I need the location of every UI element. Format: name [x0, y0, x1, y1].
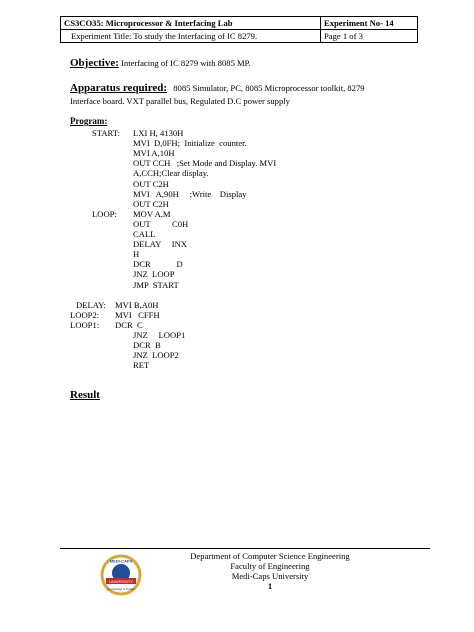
- program-instruction: DCR D: [133, 259, 183, 270]
- objective: [70, 58, 251, 68]
- course-title: CS3CO35: Microprocessor & Interfacing Lab: [61, 17, 321, 30]
- program-instruction: MVI B,A0H: [115, 299, 159, 310]
- program-heading: Program:: [70, 116, 108, 126]
- logo-top-text: MEDI-CAPS: [109, 558, 133, 564]
- program-instruction: H: [133, 249, 140, 260]
- university-logo: [100, 554, 142, 596]
- program-instruction: MVI A,10H: [133, 148, 175, 159]
- program-label: DELAY:: [76, 299, 106, 310]
- program-instruction: OUT C0H: [133, 218, 189, 229]
- footer-page-number: 1: [267, 581, 273, 591]
- footer-faculty: Faculty of Engineering: [230, 561, 310, 571]
- footer-university: Medi-Caps University: [231, 571, 309, 581]
- program-instruction: DCR B: [133, 340, 161, 351]
- program-instruction: RET: [133, 360, 150, 371]
- program-instruction: MVI A,90H ;Write Display: [133, 188, 247, 199]
- program-instruction: MVI CFFH: [115, 309, 160, 320]
- apparatus-line1: 8085 Simulator, PC, 8085 Microprocessor toolkit, 8279: [173, 83, 365, 93]
- program-instruction: CALL: [133, 229, 156, 239]
- program-instruction: JNZ LOOP1: [133, 330, 186, 340]
- logo-ribbon-text: UNIVERSITY: [108, 578, 134, 584]
- experiment-number: Experiment No- 14: [321, 17, 418, 30]
- program-instruction: MVI D,0FH; Initialize counter.: [133, 138, 247, 149]
- program-instruction: DCR C: [115, 319, 143, 330]
- program-instruction: MOV A,M: [133, 208, 171, 219]
- apparatus-label: Apparatus required:: [70, 82, 168, 94]
- program-instruction: JNZ LOOP: [133, 269, 175, 280]
- program-label: LOOP:: [92, 208, 117, 219]
- program-instruction: LXI H, 4130H: [133, 128, 184, 138]
- footer-rule: [60, 548, 430, 549]
- objective-text: Interfacing of IC 8279 with 8085 MP.: [121, 58, 251, 68]
- program-instruction: OUT C2H: [133, 178, 169, 189]
- program-instruction: JMP START: [133, 279, 179, 290]
- program-instruction: OUT C2H: [133, 198, 169, 209]
- program-instruction: A,CCH;Clear display.: [133, 168, 209, 179]
- page-indicator: Page 1 of 3: [321, 30, 418, 43]
- experiment-title: Experiment Title: To study the Interfacing of IC 8279.: [61, 30, 321, 43]
- program-instruction: OUT CCH ;Set Mode and Display. MVI: [133, 158, 277, 169]
- apparatus: [70, 83, 365, 93]
- program-label: LOOP1:: [70, 319, 100, 330]
- apparatus-line2: Interface board. VXT parallel bus, Regulated D.C power supply: [70, 96, 290, 106]
- program-label: LOOP2:: [70, 309, 100, 320]
- result-heading: Result: [70, 389, 100, 401]
- program-label: START:: [92, 128, 120, 138]
- program-instruction: DELAY INX: [133, 239, 188, 250]
- program-instruction: JNZ LOOP2: [133, 350, 179, 361]
- logo-bottom-text: Knowledge is Power: [107, 587, 135, 591]
- objective-label: Objective:: [70, 57, 119, 69]
- header-table: [60, 16, 418, 43]
- footer-department: Department of Computer Science Engineering: [190, 551, 350, 561]
